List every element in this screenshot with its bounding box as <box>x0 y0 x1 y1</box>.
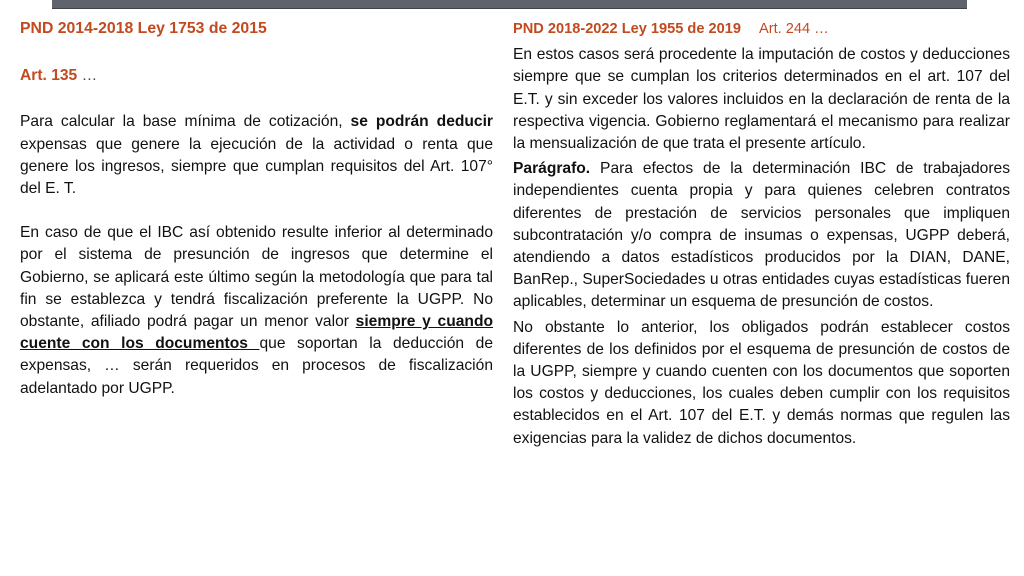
right-paragraph-1: En estos casos será procedente la imputación de costos y deducciones siempre que se cumplan los criterios determinados en el art. 107 del E.T. y sin exceder los valores incluidos en la declaración de renta de la respectiva vigencia. Gobierno reglamentará el mecanismo para realizar la mensualización de que trata el presente artículo. <box>513 46 1010 153</box>
right-heading-line <box>513 18 1010 40</box>
left-paragraph-2 <box>20 222 493 400</box>
right-p2-text: Para efectos de la determinación IBC de trabajadores independientes cuenta propia y para quienes celebren contratos diferentes de prestación de servicios personales que impliquen subcontratación y/o compra de insumas o expensas, UGPP deberá, atendiendo a datos estadísticos producidos por la DIAN, DANE, BanRep., SuperSociedades u otras entidades cuyas estadísticas fueren aplicables, determinar un esquema de presunción de costos. <box>513 160 1010 311</box>
left-article-label <box>20 65 493 87</box>
left-column <box>20 18 493 400</box>
left-heading: PND 2014-2018 Ley 1753 de 2015 <box>20 20 267 37</box>
paragrafo-label: Parágrafo. <box>513 160 591 178</box>
left-p1-text-b: expensas que genere la ejecución de la actividad o renta que genere los ingresos, siempre que cumplan requisitos del Art. 107° del E. T. <box>20 135 493 198</box>
left-article-ellipsis: … <box>81 67 98 85</box>
left-p2-text-b: que soportan la deducción de expensas, … serán requeridos en procesos de fiscalización adelantado por UGPP. <box>20 335 493 397</box>
right-paragraph-2 <box>513 158 1010 313</box>
left-p1-text-a: Para calcular la base mínima de cotización, <box>20 113 351 131</box>
right-article-label: Art. 244 … <box>759 21 829 37</box>
top-decorative-bar <box>52 0 967 9</box>
left-p2-text-a: En caso de que el IBC así obtenido resulte inferior al determinado por el sistema de presunción de ingresos que determine el Gobierno, se aplicará este último según la metodología que para tal fin se establezca y tendrá fiscalización preferente la UGPP. No obstante, afiliado podrá pagar un menor valor <box>20 224 493 331</box>
left-paragraph-1 <box>20 111 493 200</box>
right-heading: PND 2018-2022 Ley 1955 de 2019 <box>513 21 741 37</box>
left-article-number: Art. 135 <box>20 67 78 85</box>
right-paragraph-3: No obstante lo anterior, los obligados podrán establecer costos diferentes de los definidos por el esquema de presunción de costos de la UGPP, siempre y cuando cuenten con los documentos que soporten los costos y deducciones, los cuales deben cumplir con los requisitos establecidos en el Art. 107 del E.T. y demás normas que regulen las exigencias para la validez de dichos documentos. <box>513 318 1010 447</box>
left-p1-bold: se podrán deducir <box>350 113 493 131</box>
left-p2-bold-underline: siempre y cuando cuente con los documentos <box>20 313 494 353</box>
right-column <box>513 18 1010 453</box>
